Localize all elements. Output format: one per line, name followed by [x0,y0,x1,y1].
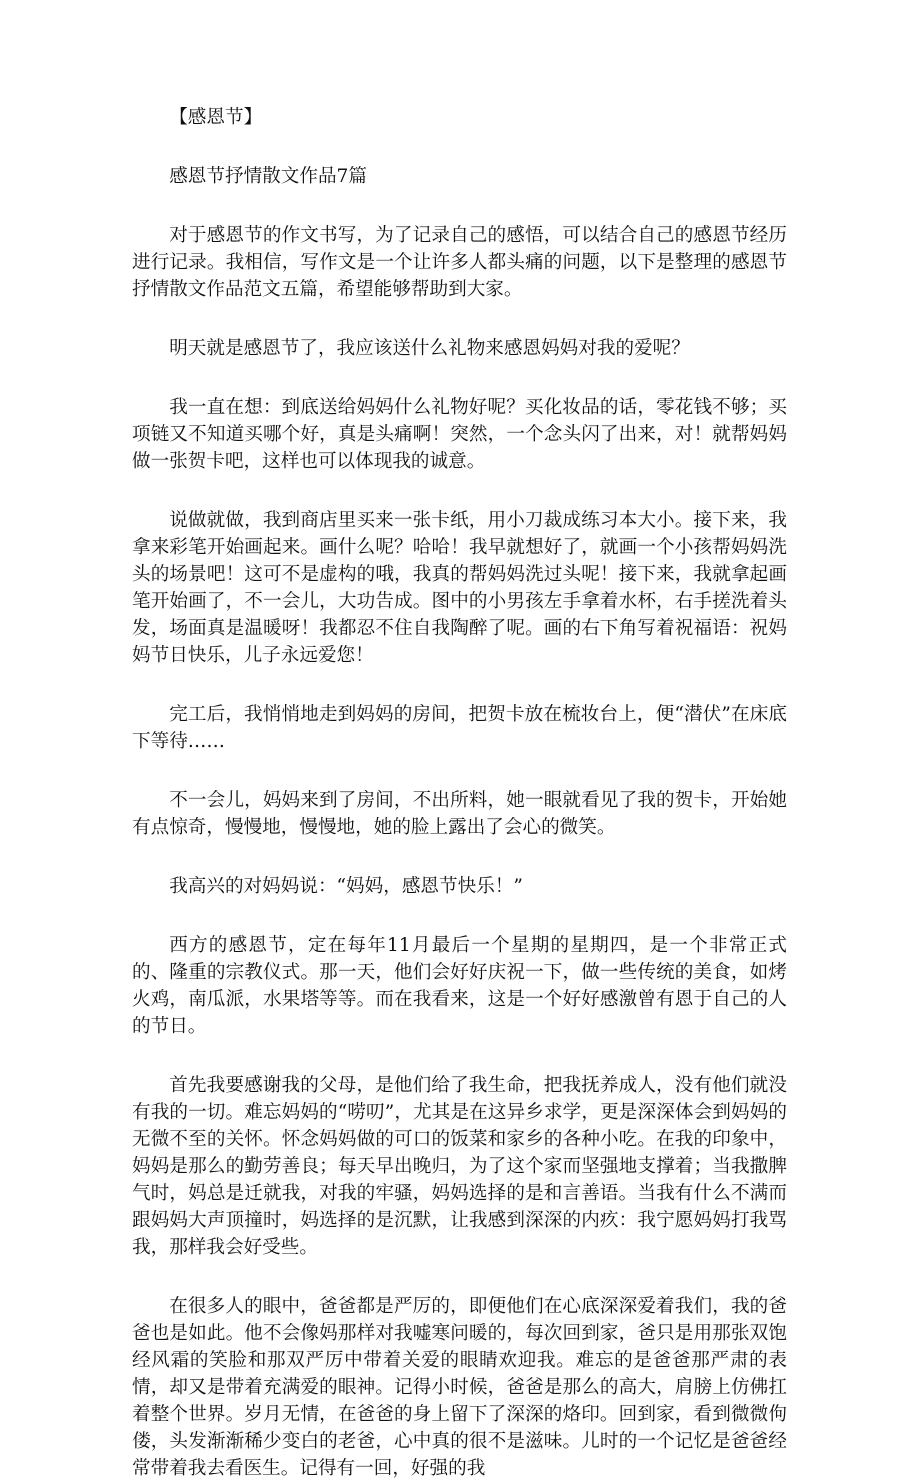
paragraph-2: 明天就是感恩节了，我应该送什么礼物来感恩妈妈对我的爱呢？ [169,338,690,359]
paragraph-8: 西方的感恩节，定在每年11月最后一个星期的星期四，是一个非常正式的、隆重的宗教仪式。那一天，他们会好好庆祝一下，做一些传统的美食，如烤火鸡，南瓜派，水果塔等等。而在我看来，这是一个好好感激曾有恩于自己的人的节日。 [132,935,787,1037]
paragraph-6: 不一会儿，妈妈来到了房间，不出所料，她一眼就看见了我的贺卡，开始她有点惊奇，慢慢地，慢慢地，她的脸上露出了会心的微笑。 [132,790,787,838]
paragraph-3: 我一直在想：到底送给妈妈什么礼物好呢？买化妆品的话，零花钱不够；买项链又不知道买哪个好，真是头痛啊！突然，一个念头闪了出来，对！就帮妈妈做一张贺卡吧，这样也可以体现我的诚意。 [132,397,787,472]
document-page [132,104,787,1482]
paragraph-9: 首先我要感谢我的父母，是他们给了我生命，把我抚养成人，没有他们就没有我的一切。难忘妈妈的“唠叨”，尤其是在这异乡求学，更是深深体会到妈妈的无微不至的关怀。怀念妈妈做的可口的饭菜和家乡的各种小吃。在我的印象中，妈妈是那么的勤劳善良；每天早出晚归，为了这个家而坚强地支撑着；当我撒脾气时，妈总是迁就我，对我的牢骚，妈妈选择的是和言善语。当我有什么不满而跟妈妈大声顶撞时，妈选择的是沉默，让我感到深深的内疚：我宁愿妈妈打我骂我，那样我会好受些。 [132,1075,787,1258]
paragraph-5: 完工后，我悄悄地走到妈妈的房间，把贺卡放在梳妆台上，便“潜伏”在床底下等待…… [132,704,787,752]
document-tag-title: 【感恩节】 [169,107,263,128]
paragraph-1: 对于感恩节的作文书写，为了记录自己的感悟，可以结合自己的感恩节经历进行记录。我相信，写作文是一个让许多人都头痛的问题，以下是整理的感恩节抒情散文作品范文五篇，希望能够帮助到大家。 [132,225,787,300]
document-title: 感恩节抒情散文作品7篇 [169,166,367,187]
paragraph-7: 我高兴的对妈妈说：“妈妈，感恩节快乐！” [169,876,523,897]
paragraph-4: 说做就做，我到商店里买来一张卡纸，用小刀裁成练习本大小。接下来，我拿来彩笔开始画起来。画什么呢？哈哈！我早就想好了，就画一个小孩帮妈妈洗头的场景吧！这可不是虚构的哦，我真的帮妈妈洗过头呢！接下来，我就拿起画笔开始画了，不一会儿，大功告成。图中的小男孩左手拿着水杯，右手搓洗着头发，场面真是温暖呀！我都忍不住自我陶醉了呢。画的右下角写着祝福语：祝妈妈节日快乐，儿子永远爱您！ [132,510,787,666]
paragraph-10: 在很多人的眼中，爸爸都是严厉的，即便他们在心底深深爱着我们，我的爸爸也是如此。他不会像妈那样对我嘘寒问暖的，每次回到家，爸只是用那张双饱经风霜的笑脸和那双严厉中带着关爱的眼睛欢迎我。难忘的是爸爸那严肃的表情，却又是带着充满爱的眼神。记得小时候，爸爸是那么的高大，肩膀上仿佛扛着整个世界。岁月无情，在爸爸的身上留下了深深的烙印。回到家，看到微微佝偻，头发渐渐稀少变白的老爸，心中真的很不是滋味。儿时的一个记忆是爸爸经常带着我去看医生。记得有一回，好强的我 [132,1296,787,1479]
